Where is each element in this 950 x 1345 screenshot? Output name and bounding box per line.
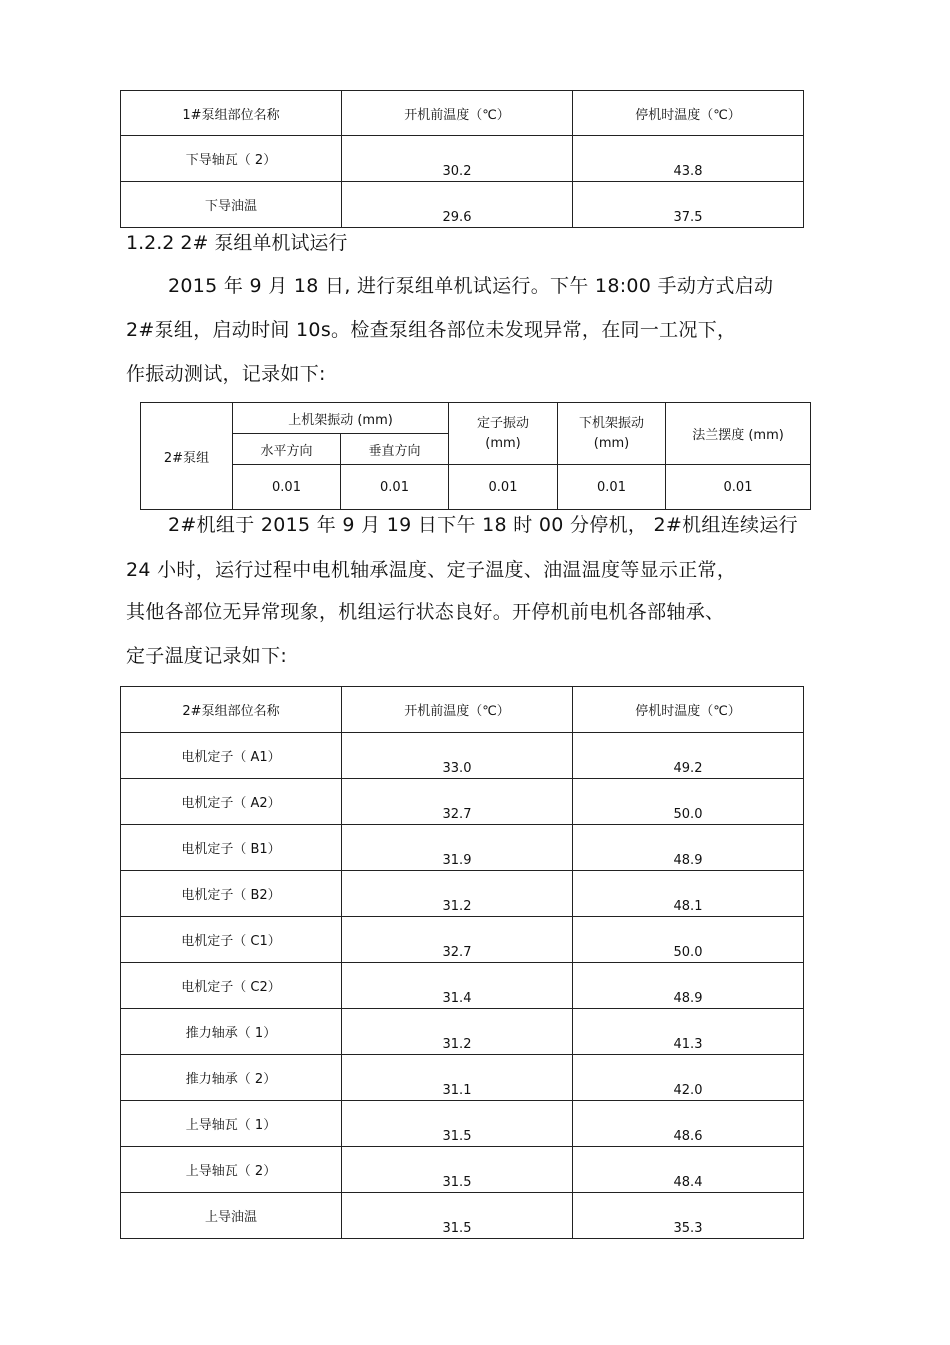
- temp-after-cell: 48.1: [573, 871, 804, 917]
- table-header-row: [121, 91, 804, 136]
- table-header-row: [121, 687, 804, 733]
- table-row: [121, 963, 804, 1009]
- part-name-cell: 上导油温: [121, 1193, 342, 1239]
- temp-before-cell: 31.1: [342, 1055, 573, 1101]
- table-row: [121, 871, 804, 917]
- temp-before-cell: 31.9: [342, 825, 573, 871]
- temp-before-cell: 31.2: [342, 871, 573, 917]
- part-name-cell: 电机定子（ C2）: [121, 963, 342, 1009]
- part-name-cell: 下导油温: [121, 182, 342, 228]
- temp-before-cell: 31.5: [342, 1193, 573, 1239]
- part-name-cell: 电机定子（ A1）: [121, 733, 342, 779]
- lower-frame-vibration-unit: (mm): [593, 435, 630, 451]
- temp-before-cell: 29.6: [342, 182, 573, 228]
- table-row: [121, 182, 804, 228]
- temp-after-cell: 42.0: [573, 1055, 804, 1101]
- vibration-value-cell: 0.01: [558, 465, 666, 510]
- lower-frame-vibration-label: 下机架振动: [579, 415, 645, 431]
- part-name-cell: 电机定子（ C1）: [121, 917, 342, 963]
- part-name-cell: 电机定子（ A2）: [121, 779, 342, 825]
- header-temp-before: 开机前温度（℃）: [342, 91, 573, 136]
- paragraph-line: 2#机组于 2015 年 9 月 19 日下午 18 时 00 分停机， 2#机组连续运行: [168, 514, 798, 536]
- part-name-cell: 推力轴承（ 2）: [121, 1055, 342, 1101]
- stator-vibration-header: [449, 403, 558, 465]
- temp-after-cell: 41.3: [573, 1009, 804, 1055]
- table-row: [121, 1193, 804, 1239]
- temp-before-cell: 33.0: [342, 733, 573, 779]
- paragraph-line: 其他各部位无异常现象，机组运行状态良好。开停机前电机各部轴承、: [126, 601, 725, 623]
- temp-after-cell: 48.9: [573, 963, 804, 1009]
- vibration-table: [140, 402, 811, 510]
- vibration-value-cell: 0.01: [233, 465, 341, 510]
- temp-after-cell: 48.9: [573, 825, 804, 871]
- temp-after-cell: 43.8: [573, 136, 804, 182]
- vibration-value-cell: 0.01: [341, 465, 449, 510]
- vertical-direction-header: 垂直方向: [341, 434, 449, 465]
- temp-before-cell: 32.7: [342, 917, 573, 963]
- horizontal-direction-header: 水平方向: [233, 434, 341, 465]
- temp-before-cell: 30.2: [342, 136, 573, 182]
- paragraph-line: 24 小时，运行过程中电机轴承温度、定子温度、油温温度等显示正常，: [126, 559, 737, 581]
- table-row: [121, 1009, 804, 1055]
- header-part-name: 2#泵组部位名称: [121, 687, 342, 733]
- table-row: [121, 1101, 804, 1147]
- table-row: [121, 825, 804, 871]
- temp-after-cell: 49.2: [573, 733, 804, 779]
- stator-vibration-label: 定子振动: [477, 415, 530, 431]
- temp-after-cell: 48.6: [573, 1101, 804, 1147]
- paragraph-line: 2#泵组，启动时间 10s。检查泵组各部位未发现异常，在同一工况下，: [126, 319, 737, 341]
- table-row: [121, 1055, 804, 1101]
- flange-runout-header: 法兰摆度 (mm): [666, 403, 811, 465]
- unit2-temperature-table: [120, 686, 804, 1239]
- header-temp-before: 开机前温度（℃）: [342, 687, 573, 733]
- table-row: [121, 1147, 804, 1193]
- stator-vibration-unit: (mm): [485, 435, 521, 451]
- part-name-cell: 电机定子（ B2）: [121, 871, 342, 917]
- upper-frame-vibration-header: 上机架振动 (mm): [233, 403, 449, 434]
- part-name-cell: 电机定子（ B1）: [121, 825, 342, 871]
- lower-frame-vibration-header: [558, 403, 666, 465]
- paragraph-line: 作振动测试，记录如下:: [126, 363, 326, 385]
- vibration-values-row: [141, 465, 811, 510]
- paragraph-line: 定子温度记录如下:: [126, 645, 288, 667]
- temp-before-cell: 32.7: [342, 779, 573, 825]
- pump-group-label: 2#泵组: [141, 403, 233, 510]
- part-name-cell: 上导轴瓦（ 1）: [121, 1101, 342, 1147]
- vibration-header-row: [141, 403, 811, 434]
- temp-before-cell: 31.5: [342, 1147, 573, 1193]
- header-temp-after: 停机时温度（℃）: [573, 91, 804, 136]
- temp-before-cell: 31.5: [342, 1101, 573, 1147]
- temp-after-cell: 50.0: [573, 779, 804, 825]
- vibration-value-cell: 0.01: [449, 465, 558, 510]
- paragraph-line: 2015 年 9 月 18 日, 进行泵组单机试运行。下午 18:00 手动方式启动: [168, 275, 774, 297]
- temp-after-cell: 50.0: [573, 917, 804, 963]
- part-name-cell: 推力轴承（ 1）: [121, 1009, 342, 1055]
- temp-after-cell: 37.5: [573, 182, 804, 228]
- temp-before-cell: 31.4: [342, 963, 573, 1009]
- part-name-cell: 上导轴瓦（ 2）: [121, 1147, 342, 1193]
- unit1-temperature-table: [120, 90, 804, 228]
- temp-after-cell: 48.4: [573, 1147, 804, 1193]
- temp-after-cell: 35.3: [573, 1193, 804, 1239]
- part-name-cell: 下导轴瓦（ 2）: [121, 136, 342, 182]
- table-row: [121, 779, 804, 825]
- header-temp-after: 停机时温度（℃）: [573, 687, 804, 733]
- table-row: [121, 733, 804, 779]
- temp-before-cell: 31.2: [342, 1009, 573, 1055]
- vibration-value-cell: 0.01: [666, 465, 811, 510]
- header-part-name: 1#泵组部位名称: [121, 91, 342, 136]
- table-row: [121, 136, 804, 182]
- section-heading: 1.2.2 2# 泵组单机试运行: [126, 232, 348, 254]
- table-row: [121, 917, 804, 963]
